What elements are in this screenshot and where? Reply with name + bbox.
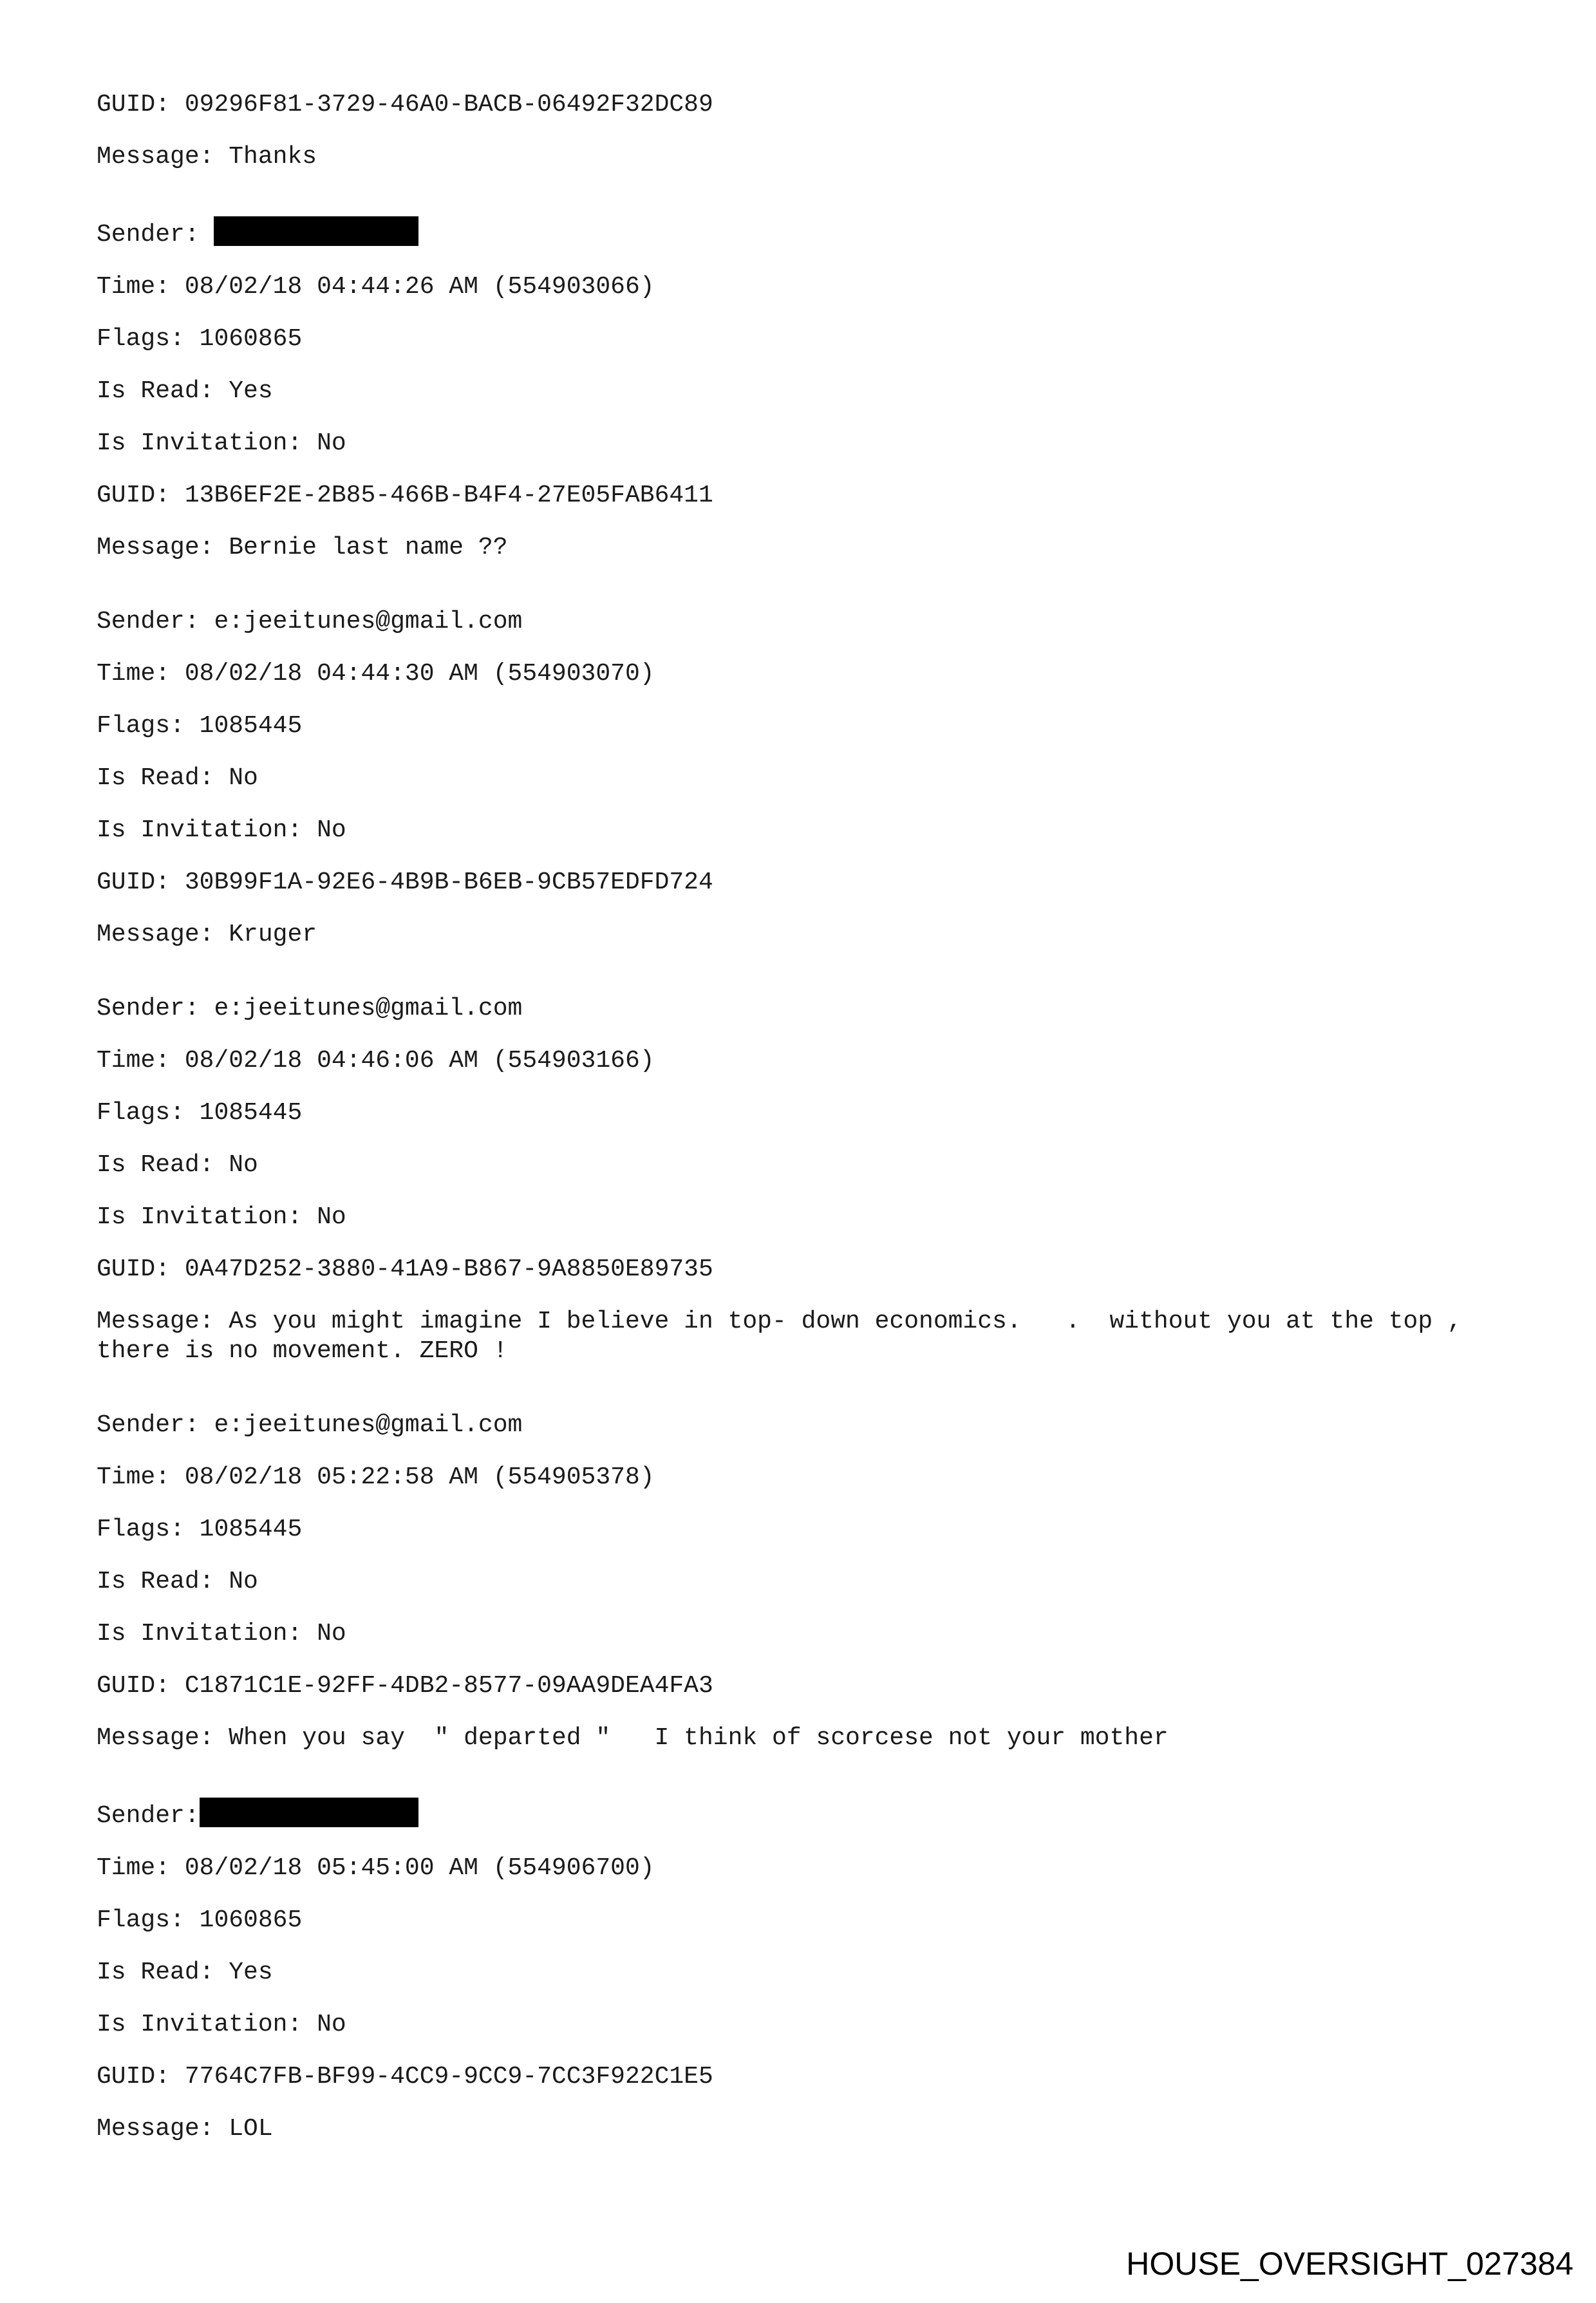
guid-line [97, 2062, 1532, 2092]
is-read-line [97, 377, 1532, 406]
message-value: LOL [229, 2115, 273, 2143]
is-invitation-value: No [317, 1620, 346, 1648]
is-invitation-line [97, 429, 1532, 458]
flags-label: Flags: [97, 325, 185, 353]
sender-line [97, 607, 1532, 637]
sender-label: Sender: [97, 1411, 200, 1439]
message-record [97, 1411, 1532, 1753]
message-label: Message: [97, 2115, 214, 2143]
message-line [97, 920, 1532, 950]
block-separator [97, 585, 1532, 607]
block-separator [97, 194, 1532, 216]
guid-label: GUID: [97, 1255, 171, 1283]
message-record [97, 607, 1532, 950]
message-line [97, 1724, 1532, 1753]
flags-label: Flags: [97, 1516, 185, 1543]
message-label: Message: [97, 143, 214, 171]
sender-line [97, 1798, 1532, 1831]
time-line [97, 1046, 1532, 1076]
is-invitation-label: Is Invitation: [97, 1620, 303, 1648]
guid-value: 13B6EF2E-2B85-466B-B4F4-27E05FAB6411 [184, 482, 713, 509]
is-invitation-line [97, 1203, 1532, 1232]
message-line [97, 1307, 1487, 1366]
is-read-line [97, 1567, 1532, 1597]
time-label: Time: [97, 273, 171, 301]
message-value: When you say " departed " I think of scorcese not your mother [229, 1724, 1169, 1752]
redaction-box [200, 1798, 418, 1827]
sender-value: e:jeeitunes@gmail.com [214, 1411, 523, 1439]
message-label: Message: [97, 1308, 214, 1335]
guid-value: C1871C1E-92FF-4DB2-8577-09AA9DEA4FA3 [184, 1672, 713, 1700]
time-line [97, 659, 1532, 689]
time-label: Time: [97, 1047, 171, 1075]
sender-label: Sender: [97, 995, 200, 1022]
guid-label: GUID: [97, 1672, 171, 1700]
flags-value: 1060865 [199, 325, 303, 353]
flags-line [97, 711, 1532, 741]
sender-line [97, 216, 1532, 250]
time-line [97, 272, 1532, 302]
time-value: 08/02/18 04:44:26 AM (554903066) [184, 273, 655, 301]
document-page [97, 90, 1532, 2167]
guid-line [97, 1255, 1532, 1284]
is-invitation-label: Is Invitation: [97, 429, 303, 457]
guid-value: 30B99F1A-92E6-4B9B-B6EB-9CB57EDFD724 [184, 869, 713, 896]
message-line [97, 533, 1532, 563]
sender-value: e:jeeitunes@gmail.com [214, 995, 523, 1022]
is-invitation-value: No [317, 1203, 346, 1231]
message-line [97, 2114, 1532, 2144]
is-invitation-value: No [317, 816, 346, 844]
guid-value: 09296F81-3729-46A0-BACB-06492F32DC89 [184, 91, 713, 118]
guid-line [97, 868, 1532, 898]
is-invitation-line [97, 2010, 1532, 2040]
sender-line [97, 994, 1532, 1024]
time-line [97, 1463, 1532, 1492]
flags-line [97, 1515, 1532, 1545]
guid-label: GUID: [97, 91, 171, 118]
message-record [97, 1798, 1532, 2144]
redaction-box [214, 216, 418, 246]
time-label: Time: [97, 1854, 171, 1882]
message-label: Message: [97, 1724, 214, 1752]
flags-value: 1085445 [199, 1516, 303, 1543]
message-value: Thanks [229, 143, 317, 171]
guid-line [97, 481, 1532, 511]
is-read-value: Yes [229, 1959, 273, 1986]
block-separator [97, 972, 1532, 994]
flags-line [97, 1906, 1532, 1935]
block-separator [97, 1389, 1532, 1411]
guid-label: GUID: [97, 482, 171, 509]
flags-line [97, 324, 1532, 354]
guid-label: GUID: [97, 2063, 171, 2091]
guid-value: 7764C7FB-BF99-4CC9-9CC9-7CC3F922C1E5 [184, 2063, 713, 2091]
is-read-line [97, 1151, 1532, 1180]
sender-label: Sender: [97, 1802, 200, 1830]
guid-line [97, 1671, 1532, 1701]
is-read-label: Is Read: [97, 1151, 214, 1179]
is-read-value: Yes [229, 377, 273, 405]
flags-value: 1060865 [199, 1906, 303, 1934]
message-label: Message: [97, 534, 214, 561]
is-read-line [97, 764, 1532, 793]
is-invitation-line [97, 1619, 1532, 1649]
is-invitation-line [97, 816, 1532, 845]
is-read-label: Is Read: [97, 377, 214, 405]
time-value: 08/02/18 04:46:06 AM (554903166) [184, 1047, 655, 1075]
guid-line [97, 90, 1532, 120]
is-invitation-value: No [317, 429, 346, 457]
message-label: Message: [97, 921, 214, 948]
message-value: As you might imagine I believe in top- down economics. . without you at the top , there is no movement. ZERO ! [97, 1308, 1477, 1365]
flags-label: Flags: [97, 712, 185, 740]
bates-number: HOUSE_OVERSIGHT_027384 [1126, 2246, 1573, 2282]
time-line [97, 1854, 1532, 1883]
time-value: 08/02/18 05:45:00 AM (554906700) [184, 1854, 655, 1882]
message-value: Kruger [229, 921, 317, 948]
sender-value: e:jeeitunes@gmail.com [214, 608, 523, 635]
is-invitation-label: Is Invitation: [97, 1203, 303, 1231]
message-line [97, 142, 1532, 172]
is-invitation-value: No [317, 2011, 346, 2038]
is-read-label: Is Read: [97, 1568, 214, 1595]
is-read-value: No [229, 1151, 258, 1179]
sender-label: Sender: [97, 221, 200, 249]
is-read-label: Is Read: [97, 764, 214, 792]
sender-line [97, 1411, 1532, 1440]
is-read-label: Is Read: [97, 1959, 214, 1986]
flags-value: 1085445 [199, 712, 303, 740]
sender-label: Sender: [97, 608, 200, 635]
time-value: 08/02/18 05:22:58 AM (554905378) [184, 1463, 655, 1491]
block-separator [97, 1776, 1532, 1798]
flags-label: Flags: [97, 1906, 185, 1934]
is-invitation-label: Is Invitation: [97, 2011, 303, 2038]
guid-label: GUID: [97, 869, 171, 896]
flags-line [97, 1098, 1532, 1128]
message-record [97, 216, 1532, 563]
is-read-line [97, 1958, 1532, 1988]
time-value: 08/02/18 04:44:30 AM (554903070) [184, 660, 655, 688]
message-record [97, 994, 1532, 1366]
guid-value: 0A47D252-3880-41A9-B867-9A8850E89735 [184, 1255, 713, 1283]
message-value: Bernie last name ?? [229, 534, 508, 561]
is-read-value: No [229, 764, 258, 792]
flags-label: Flags: [97, 1099, 185, 1127]
is-invitation-label: Is Invitation: [97, 816, 303, 844]
time-label: Time: [97, 1463, 171, 1491]
time-label: Time: [97, 660, 171, 688]
flags-value: 1085445 [199, 1099, 303, 1127]
is-read-value: No [229, 1568, 258, 1595]
